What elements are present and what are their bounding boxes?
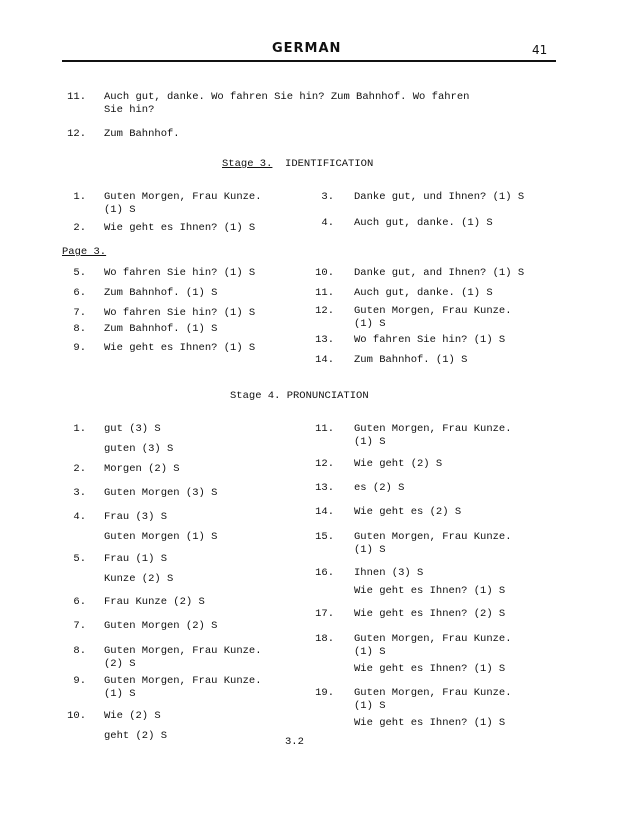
item-number: 4.	[321, 217, 334, 229]
item-text: Wie geht (2) S	[354, 458, 443, 470]
item-text: geht (2) S	[104, 730, 168, 742]
item-number: 7.	[73, 307, 86, 319]
item-text: Wie geht es Ihnen? (1) S	[354, 717, 506, 729]
item-text: Zum Bahnhof. (1) S	[104, 323, 218, 335]
item-number: 6.	[73, 596, 86, 608]
item-text: Wo fahren Sie hin? (1) S	[104, 267, 256, 279]
item-number: 10.	[67, 710, 86, 722]
item-text: Danke gut, und Ihnen? (1) S	[354, 191, 525, 203]
item-number: 17.	[315, 608, 334, 620]
item-text: (1) S	[354, 544, 386, 556]
item-number: 16.	[315, 567, 334, 579]
page-marker: Page 3.	[62, 246, 107, 258]
item-number: 9.	[73, 675, 86, 687]
stage3-name: IDENTIFICATION	[285, 158, 374, 170]
item-text: Wie geht es Ihnen? (1) S	[354, 585, 506, 597]
item-number: 3.	[321, 191, 334, 203]
item-text: Guten Morgen (3) S	[104, 487, 218, 499]
item-number: 6.	[73, 287, 86, 299]
item-text: gut (3) S	[104, 423, 161, 435]
item-text: Zum Bahnhof.	[104, 128, 180, 140]
item-text: Guten Morgen, Frau Kunze.	[354, 687, 512, 699]
item-number: 4.	[73, 511, 86, 523]
item-text: Guten Morgen, Frau Kunze.	[104, 675, 262, 687]
item-text: Auch gut, danke. Wo fahren Sie hin? Zum Bahnhof. Wo fahren	[104, 91, 470, 103]
item-number: 9.	[73, 342, 86, 354]
item-number: 12.	[315, 458, 334, 470]
item-number: 14.	[315, 506, 334, 518]
stage3-label: Stage 3.	[222, 158, 273, 170]
item-text: guten (3) S	[104, 443, 174, 455]
item-text: Wie geht es Ihnen? (1) S	[104, 222, 256, 234]
item-text: Guten Morgen, Frau Kunze.	[104, 191, 262, 203]
footer-page-code: 3.2	[285, 736, 304, 748]
item-text: Guten Morgen (2) S	[104, 620, 218, 632]
item-text: Guten Morgen, Frau Kunze.	[354, 633, 512, 645]
item-text: Wo fahren Sie hin? (1) S	[354, 334, 506, 346]
item-text: (2) S	[104, 658, 136, 670]
item-number: 13.	[315, 334, 334, 346]
item-text: (1) S	[354, 318, 386, 330]
item-number: 3.	[73, 487, 86, 499]
item-number: 19.	[315, 687, 334, 699]
item-text: Wie geht es Ihnen? (1) S	[354, 663, 506, 675]
item-text: Guten Morgen, Frau Kunze.	[354, 423, 512, 435]
item-text: Guten Morgen, Frau Kunze.	[354, 531, 512, 543]
item-text: Morgen (2) S	[104, 463, 180, 475]
item-text: es (2) S	[354, 482, 405, 494]
stage4-heading: Stage 4. PRONUNCIATION	[230, 390, 369, 402]
item-number: 1.	[73, 423, 86, 435]
item-text: Auch gut, danke. (1) S	[354, 217, 493, 229]
item-text: Kunze (2) S	[104, 573, 174, 585]
item-text: (1) S	[354, 700, 386, 712]
item-text: Frau (1) S	[104, 553, 168, 565]
item-number: 13.	[315, 482, 334, 494]
item-number: 2.	[73, 222, 86, 234]
item-text: Guten Morgen, Frau Kunze.	[104, 645, 262, 657]
item-text: Auch gut, danke. (1) S	[354, 287, 493, 299]
item-number: 11.	[315, 287, 334, 299]
item-text: (1) S	[104, 204, 136, 216]
item-number: 12.	[67, 128, 86, 140]
item-text: Wie (2) S	[104, 710, 161, 722]
item-text: Zum Bahnhof. (1) S	[354, 354, 468, 366]
item-text: Wie geht es Ihnen? (1) S	[104, 342, 256, 354]
header-rule	[62, 60, 556, 62]
stage3-heading	[222, 158, 373, 171]
item-number: 8.	[73, 323, 86, 335]
item-text: Ihnen (3) S	[354, 567, 424, 579]
item-text: Zum Bahnhof. (1) S	[104, 287, 218, 299]
item-number: 11.	[67, 91, 86, 103]
item-text: Sie hin?	[104, 104, 155, 116]
item-text: Danke gut, and Ihnen? (1) S	[354, 267, 525, 279]
item-number: 1.	[73, 191, 86, 203]
item-number: 12.	[315, 305, 334, 317]
item-number: 10.	[315, 267, 334, 279]
item-text: Guten Morgen (1) S	[104, 531, 218, 543]
item-number: 5.	[73, 553, 86, 565]
item-text: (1) S	[104, 688, 136, 700]
item-text: Wie geht es Ihnen? (2) S	[354, 608, 506, 620]
item-text: Guten Morgen, Frau Kunze.	[354, 305, 512, 317]
item-number: 14.	[315, 354, 334, 366]
running-title: GERMAN	[272, 41, 342, 56]
item-text: (1) S	[354, 646, 386, 658]
item-number: 15.	[315, 531, 334, 543]
item-text: (1) S	[354, 436, 386, 448]
item-number: 18.	[315, 633, 334, 645]
item-number: 2.	[73, 463, 86, 475]
item-text: Wie geht es (2) S	[354, 506, 462, 518]
item-text: Frau (3) S	[104, 511, 168, 523]
page-number: 41	[532, 43, 548, 57]
item-number: 11.	[315, 423, 334, 435]
item-number: 7.	[73, 620, 86, 632]
item-number: 8.	[73, 645, 86, 657]
item-text: Frau Kunze (2) S	[104, 596, 205, 608]
item-text: Wo fahren Sie hin? (1) S	[104, 307, 256, 319]
item-number: 5.	[73, 267, 86, 279]
